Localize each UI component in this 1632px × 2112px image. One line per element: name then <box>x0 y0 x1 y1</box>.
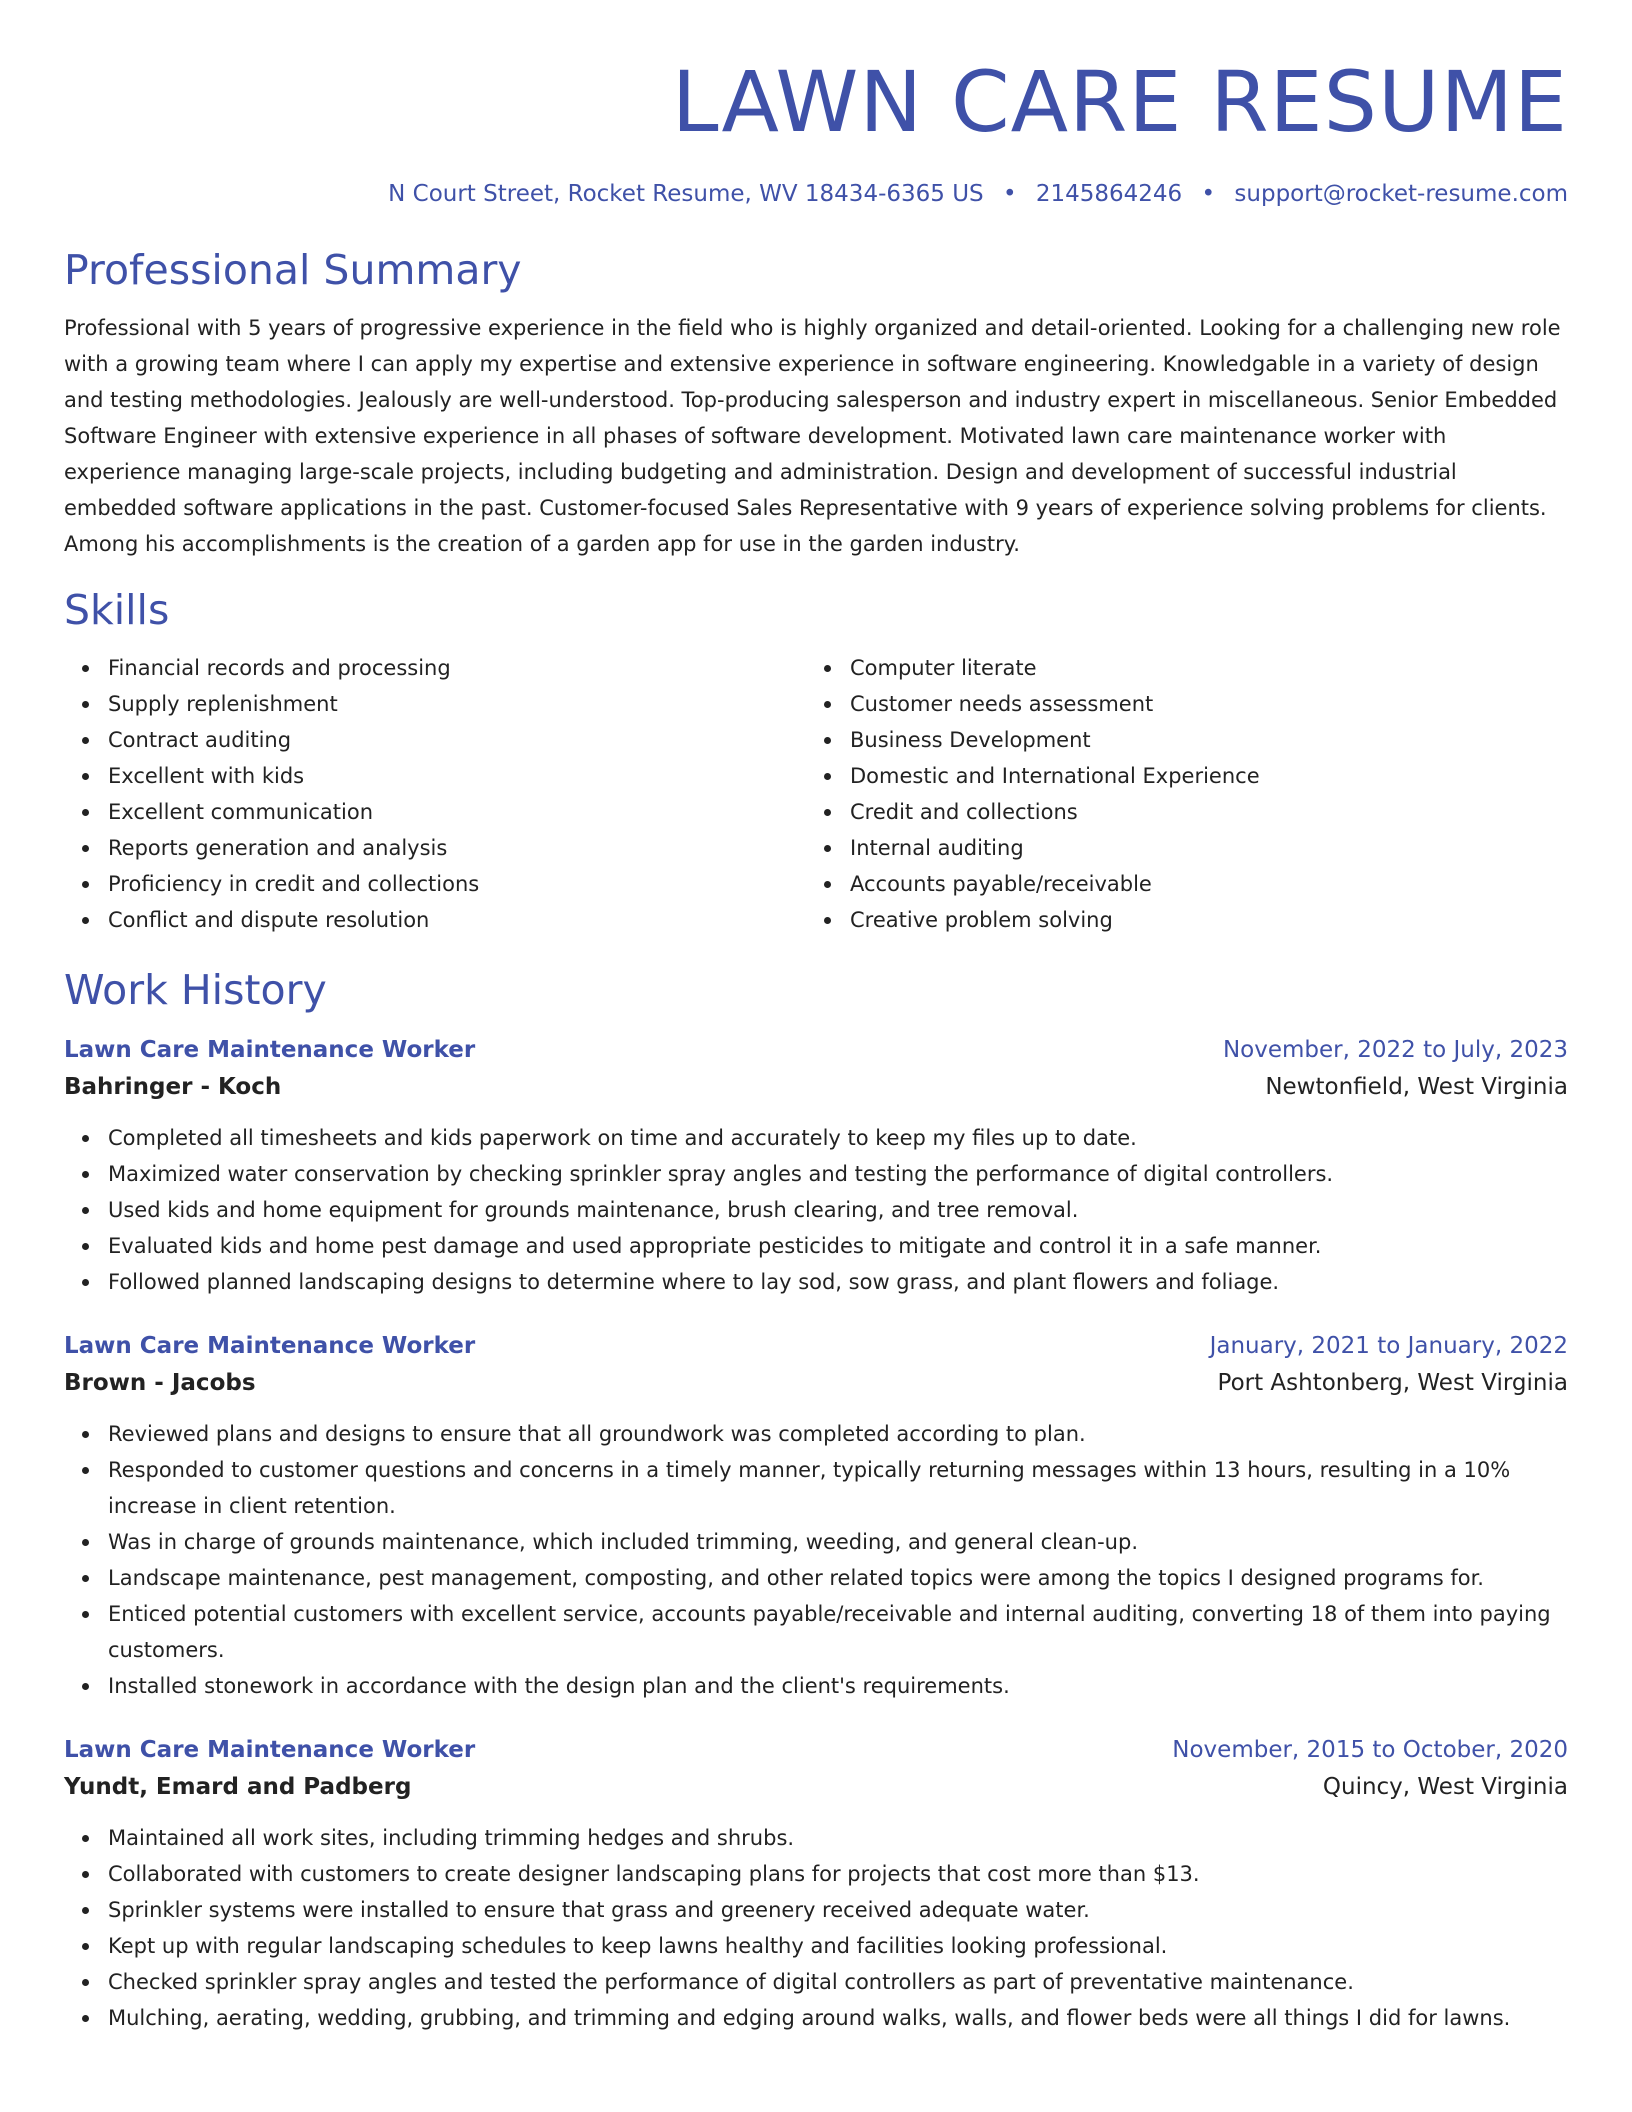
job-bullet: Was in charge of grounds maintenance, which included trimming, weeding, and general clean-up. <box>64 1524 1568 1560</box>
job-bullets <box>64 1416 1568 1704</box>
job-entry <box>64 1328 1568 1704</box>
skill-item: Creative problem solving <box>806 902 1548 938</box>
skill-item: Business Development <box>806 722 1548 758</box>
job-employer-row <box>64 1364 1568 1402</box>
skill-item: Supply replenishment <box>64 686 806 722</box>
skill-item: Domestic and International Experience <box>806 758 1548 794</box>
job-bullet: Installed stonework in accordance with the design plan and the client's requirements. <box>64 1668 1568 1704</box>
job-bullet: Collaborated with customers to create designer landscaping plans for projects that cost more than $13. <box>64 1856 1568 1892</box>
contact-line <box>64 178 1568 210</box>
job-dates: November, 2015 to October, 2020 <box>1172 1737 1568 1763</box>
skill-item: Reports generation and analysis <box>64 830 806 866</box>
summary-heading: Professional Summary <box>64 246 522 294</box>
resume-header <box>64 0 1568 210</box>
job-employer-row <box>64 1768 1568 1806</box>
job-header <box>64 1032 1568 1068</box>
job-location: Newtonfield, West Virginia <box>1265 1074 1568 1100</box>
skill-item: Customer needs assessment <box>806 686 1548 722</box>
job-bullet: Checked sprinkler spray angles and tested the performance of digital controllers as part of preventative maintenance. <box>64 1964 1568 2000</box>
skills-left-column <box>64 650 806 938</box>
skill-item: Accounts payable/receivable <box>806 866 1548 902</box>
job-location: Port Ashtonberg, West Virginia <box>1217 1370 1568 1396</box>
skill-item: Conflict and dispute resolution <box>64 902 806 938</box>
skill-item: Excellent with kids <box>64 758 806 794</box>
resume-name: LAWN CARE RESUME <box>671 53 1568 151</box>
contact-address: N Court Street, Rocket Resume, WV 18434-6365 US <box>388 181 984 207</box>
job-bullet: Evaluated kids and home pest damage and used appropriate pesticides to mitigate and control it in a safe manner. <box>64 1228 1568 1264</box>
job-bullet: Mulching, aerating, wedding, grubbing, and trimming and edging around walks, walls, and flower beds were all things I did for lawns. <box>64 2000 1568 2036</box>
skill-item: Proficiency in credit and collections <box>64 866 806 902</box>
job-title: Lawn Care Maintenance Worker <box>64 1037 476 1063</box>
job-company: Brown - Jacobs <box>64 1370 256 1396</box>
job-bullet: Enticed potential customers with excellent service, accounts payable/receivable and internal auditing, converting 18 of them into paying customers. <box>64 1596 1568 1668</box>
job-entry <box>64 1732 1568 2036</box>
job-bullet: Followed planned landscaping designs to determine where to lay sod, sow grass, and plant flowers and foliage. <box>64 1264 1568 1300</box>
work-history-heading: Work History <box>64 966 327 1014</box>
job-bullet: Maximized water conservation by checking sprinkler spray angles and testing the performance of digital controllers. <box>64 1156 1568 1192</box>
job-bullet: Kept up with regular landscaping schedules to keep lawns healthy and facilities looking professional. <box>64 1928 1568 1964</box>
job-company: Bahringer - Koch <box>64 1074 282 1100</box>
job-header <box>64 1732 1568 1768</box>
job-company: Yundt, Emard and Padberg <box>64 1774 412 1800</box>
job-bullet: Sprinkler systems were installed to ensure that grass and greenery received adequate water. <box>64 1892 1568 1928</box>
job-bullet: Reviewed plans and designs to ensure that all groundwork was completed according to plan. <box>64 1416 1568 1452</box>
job-bullet: Landscape maintenance, pest management, composting, and other related topics were among the topics I designed programs for. <box>64 1560 1568 1596</box>
job-bullet: Responded to customer questions and concerns in a timely manner, typically returning messages within 13 hours, resulting in a 10% increase in client retention. <box>64 1452 1568 1524</box>
job-title: Lawn Care Maintenance Worker <box>64 1737 476 1763</box>
job-location: Quincy, West Virginia <box>1322 1774 1568 1800</box>
skill-item: Internal auditing <box>806 830 1548 866</box>
skill-item: Credit and collections <box>806 794 1548 830</box>
job-entry <box>64 1032 1568 1300</box>
job-bullet: Used kids and home equipment for grounds maintenance, brush clearing, and tree removal. <box>64 1192 1568 1228</box>
job-dates: November, 2022 to July, 2023 <box>1222 1037 1568 1063</box>
job-bullets <box>64 1820 1568 2036</box>
job-title: Lawn Care Maintenance Worker <box>64 1333 476 1359</box>
job-bullet: Maintained all work sites, including trimming hedges and shrubs. <box>64 1820 1568 1856</box>
summary-text: Professional with 5 years of progressive experience in the field who is highly organized and detail-oriented. Looking for a challenging new role with a growing team where I can apply my expertise and extensive experience in software engineering. Knowledgable in a variety of design and testing methodologies. Jealously are well-understood. Top-producing salesperson and industry expert in miscellaneous. Senior Embedded Software Engineer with extensive experience in all phases of software development. Motivated lawn care maintenance worker with experience managing large-scale projects, including budgeting and administration. Design and development of successful industrial embedded software applications in the past. Customer-focused Sales Representative with 9 years of experience solving problems for clients. Among his accomplishments is the creation of a garden app for use in the garden industry. <box>64 316 1561 556</box>
contact-separator: • <box>1201 181 1216 207</box>
skill-item: Excellent communication <box>64 794 806 830</box>
skills-right-column <box>806 650 1548 938</box>
job-header <box>64 1328 1568 1364</box>
contact-phone: 2145864246 <box>1035 181 1183 207</box>
skills-list <box>64 650 1568 938</box>
skill-item: Contract auditing <box>64 722 806 758</box>
contact-email: support@rocket-resume.com <box>1234 181 1568 207</box>
skill-item: Computer literate <box>806 650 1548 686</box>
job-bullet: Completed all timesheets and kids paperwork on time and accurately to keep my files up to date. <box>64 1120 1568 1156</box>
contact-separator: • <box>1002 181 1017 207</box>
skill-item: Financial records and processing <box>64 650 806 686</box>
job-bullets <box>64 1120 1568 1300</box>
job-dates: January, 2021 to January, 2022 <box>1209 1333 1568 1359</box>
skills-heading: Skills <box>64 586 170 634</box>
job-employer-row <box>64 1068 1568 1106</box>
